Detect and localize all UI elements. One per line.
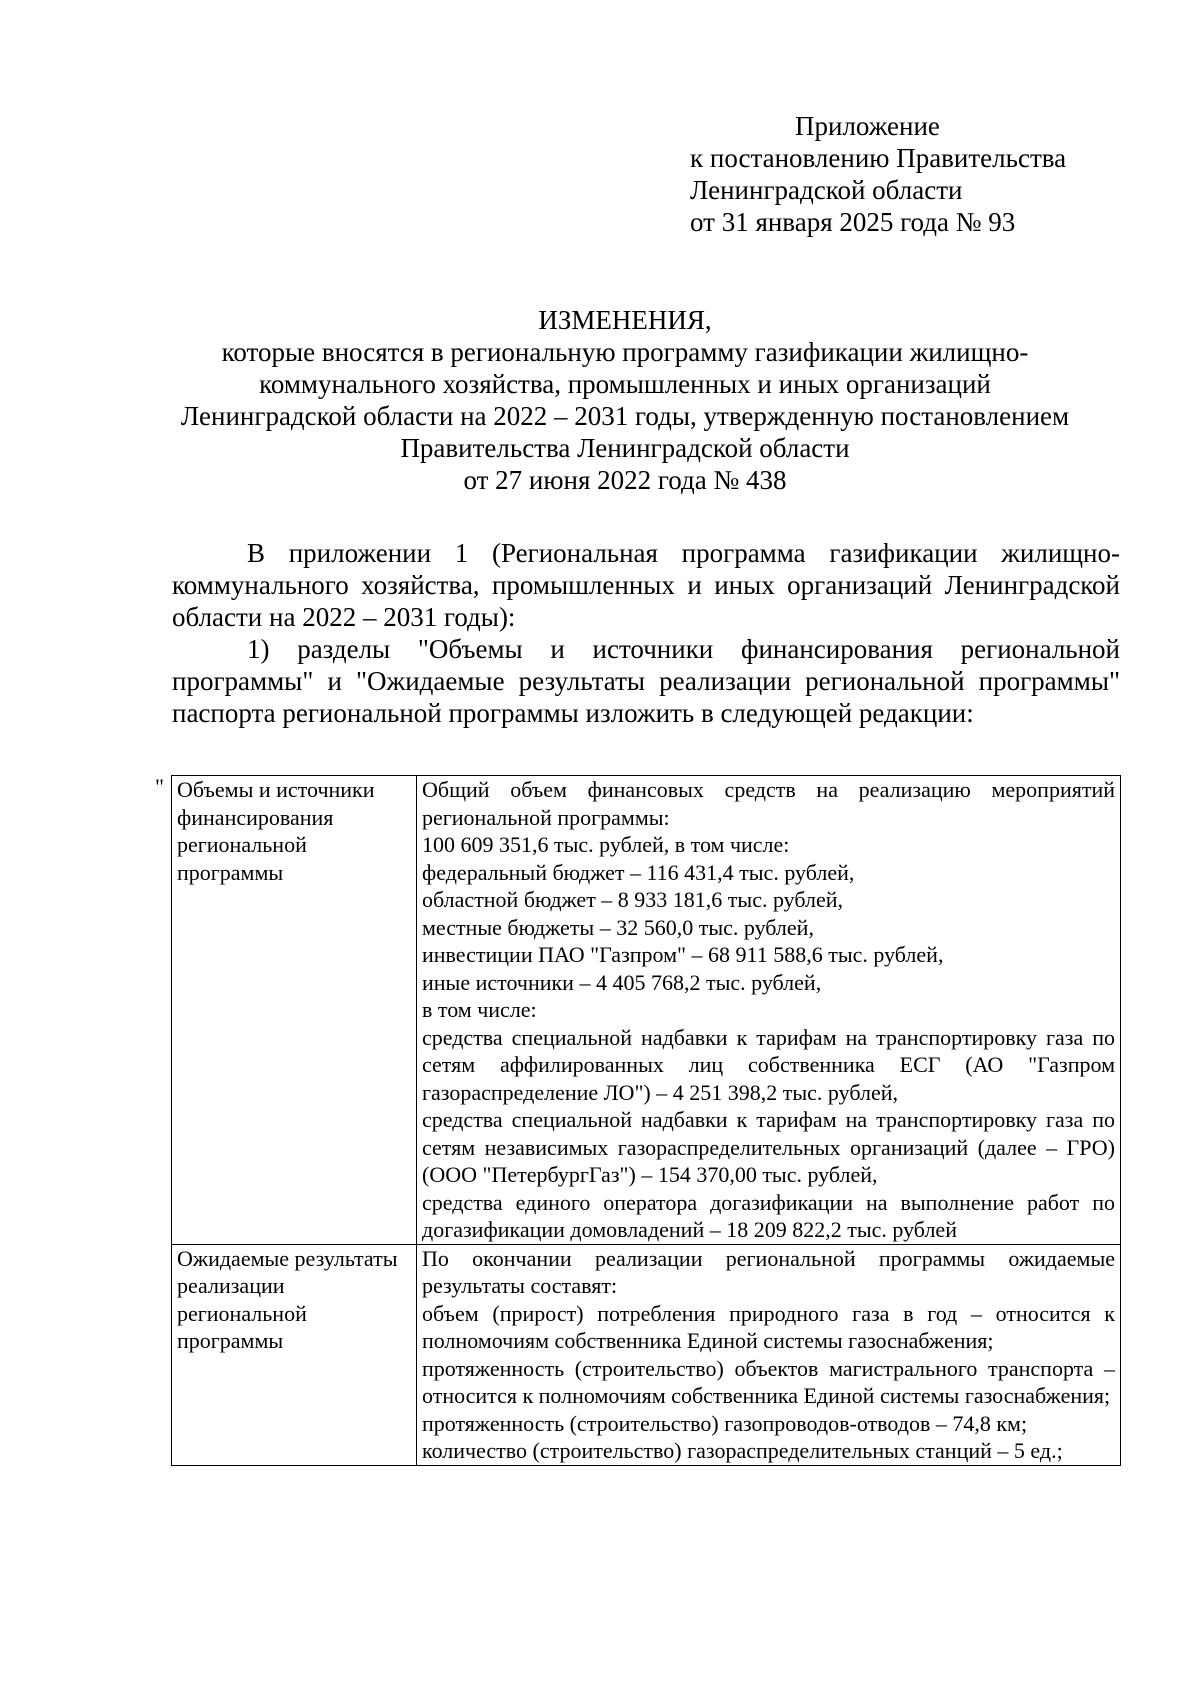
content-line: федеральный бюджет – 116 431,4 тыс. рублей, xyxy=(422,859,855,885)
content-line: в том числе: xyxy=(422,997,537,1022)
title-line: коммунального хозяйства, промышленных и иных организаций xyxy=(259,369,991,399)
document-title xyxy=(150,304,1100,496)
content-line: количество (строительство) газораспределительных станций – 5 ед.; xyxy=(422,1438,1063,1463)
body-paragraph: В приложении 1 (Региональная программа газификации жилищно-коммунального хозяйства, промышленных и иных организаций Ленинградской области на 2022 – 2031 годы): xyxy=(172,538,1120,632)
appendix-block xyxy=(690,110,1066,238)
content-line: объем (прирост) потребления природного газа в год – относится к полномочиям собственника Единой системы газоснабжения; xyxy=(422,1300,1115,1353)
content-line: средства специальной надбавки к тарифам на транспортировку газа по сетям независимых газораспределительных организаций (далее – ГРО) (ООО "ПетербургГаз") – 154 370,00 тыс. рублей, xyxy=(422,1107,1115,1187)
body-paragraph: 1) разделы "Объемы и источники финансирования региональной программы" и "Ожидаемые результаты реализации региональной программы" паспорта региональной программы изложить в следующей редакции: xyxy=(172,634,1120,728)
content-line: 100 609 351,6 тыс. рублей, в том числе: xyxy=(422,832,790,857)
title-line: от 27 июня 2022 года № 438 xyxy=(463,465,787,495)
opening-quote-mark: " xyxy=(155,774,164,799)
content-line: Общий объем финансовых средств на реализацию мероприятий региональной программы: xyxy=(422,777,1115,830)
title-line: которые вносятся в региональную программу газификации жилищно- xyxy=(221,337,1029,367)
passport-table xyxy=(171,775,1121,1466)
table-row xyxy=(172,776,1121,1245)
row-label: Объемы и источники финансирования региональной программы xyxy=(172,776,417,1245)
content-line: По окончании реализации региональной программы ожидаемые результаты составят: xyxy=(422,1245,1115,1298)
content-line: местные бюджеты – 32 560,0 тыс. рублей, xyxy=(422,914,814,940)
appendix-line: Приложение xyxy=(795,111,940,141)
content-line: протяженность (строительство) объектов магистрального транспорта – относится к полномочиям собственника Единой системы газоснабжения; xyxy=(422,1355,1115,1408)
appendix-line: к постановлению Правительства xyxy=(690,143,1067,173)
table-row xyxy=(172,1244,1121,1465)
title-line: Ленинградской области на 2022 – 2031 годы, утвержденную постановлением xyxy=(180,401,1070,431)
content-line: областной бюджет – 8 933 181,6 тыс. рублей, xyxy=(422,887,844,912)
appendix-line: Ленинградской области xyxy=(690,175,963,205)
row-content xyxy=(417,776,1121,1245)
row-label: Ожидаемые результаты реализации региональной программы xyxy=(172,1244,417,1465)
body-text xyxy=(172,537,1120,729)
content-line: средства специальной надбавки к тарифам на транспортировку газа по сетям аффилированных лиц собственника ЕСГ (АО "Газпром газораспределение ЛО") – 4 251 398,2 тыс. рублей, xyxy=(422,1024,1115,1105)
content-line: протяженность (строительство) газопроводов-отводов – 74,8 км; xyxy=(422,1410,1028,1436)
row-content xyxy=(417,1244,1121,1465)
title-heading: ИЗМЕНЕНИЯ, xyxy=(538,305,712,335)
content-line: средства единого оператора догазификации на выполнение работ по догазификации домовладений – 18 209 822,2 тыс. рублей xyxy=(422,1189,1115,1242)
content-line: инвестиции ПАО "Газпром" – 68 911 588,6 тыс. рублей, xyxy=(422,942,944,967)
title-line: Правительства Ленинградской области xyxy=(400,433,850,463)
content-line: иные источники – 4 405 768,2 тыс. рублей, xyxy=(422,969,822,995)
appendix-line: от 31 января 2025 года № 93 xyxy=(690,207,1016,237)
